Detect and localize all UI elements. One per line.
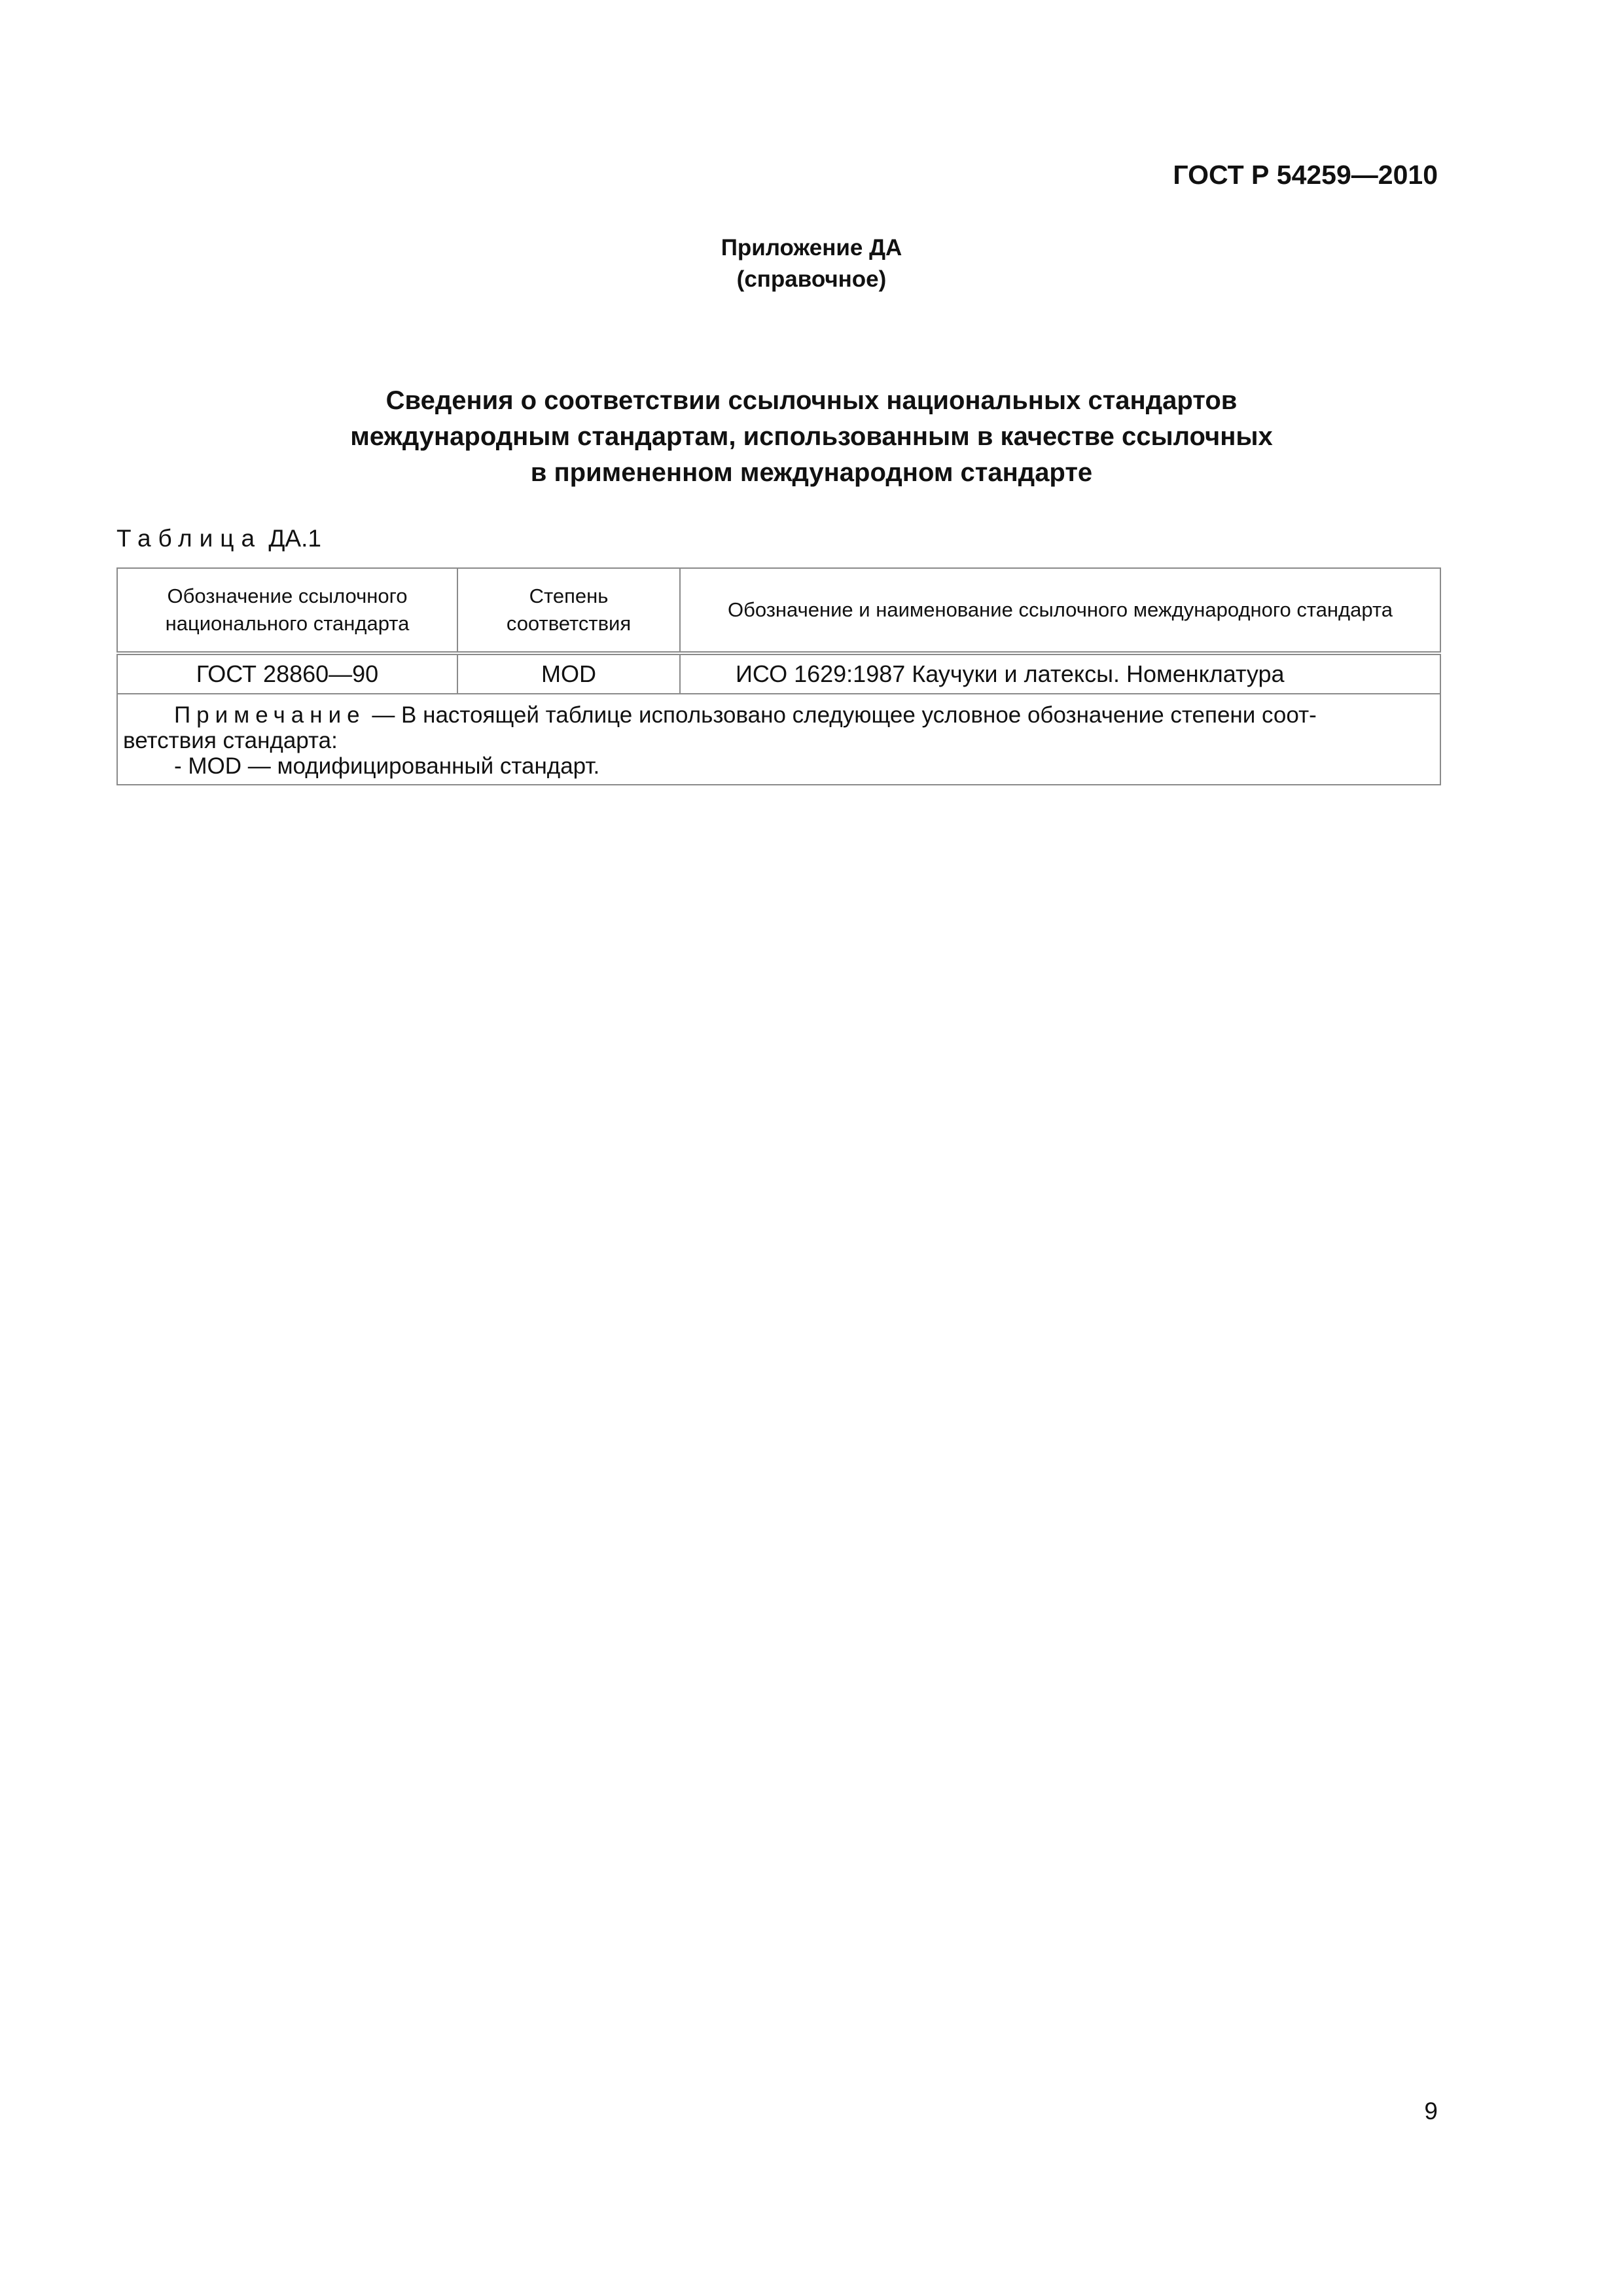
table-row — [117, 653, 1440, 694]
header-international-standard: Обозначение и наименование ссылочного международного стандарта — [680, 568, 1440, 653]
table-note-row — [117, 694, 1440, 785]
annex-heading — [0, 232, 1623, 295]
annex-type: (справочное) — [736, 266, 887, 292]
section-title-line-3: в примененном международном стандарте — [530, 458, 1093, 487]
header-national-standard: Обозначение ссылочного национального стандарта — [117, 568, 457, 653]
cell-international-standard: ИСО 1629:1987 Каучуки и латексы. Номенклатура — [680, 653, 1440, 694]
note-text-line-1: — В настоящей таблице использовано следующее условное обозначение степени соот- — [365, 702, 1317, 728]
cell-degree-of-conformity: MOD — [457, 653, 680, 694]
section-title-line-1: Сведения о соответствии ссылочных национальных стандартов — [385, 386, 1238, 415]
table-caption-word: Таблица — [116, 525, 262, 552]
annex-title: Приложение ДА — [721, 235, 902, 260]
document-code: ГОСТ Р 54259—2010 — [1173, 160, 1438, 190]
note-item: - MOD — модифицированный стандарт. — [174, 753, 600, 779]
reference-standards-table — [116, 567, 1441, 785]
table-header-row — [117, 568, 1440, 653]
cell-national-standard: ГОСТ 28860—90 — [117, 653, 457, 694]
table-caption-number: ДА.1 — [268, 525, 321, 552]
header-degree-of-conformity: Степень соответствия — [457, 568, 680, 653]
table-note — [117, 694, 1440, 785]
table-caption — [116, 525, 321, 552]
note-text-line-2: ветствия стандарта: — [123, 728, 338, 753]
section-title — [0, 383, 1623, 491]
note-label: Примечание — [174, 702, 366, 728]
page-number: 9 — [1424, 2098, 1438, 2125]
section-title-line-2: международным стандартам, использованным в качестве ссылочных — [350, 422, 1273, 451]
